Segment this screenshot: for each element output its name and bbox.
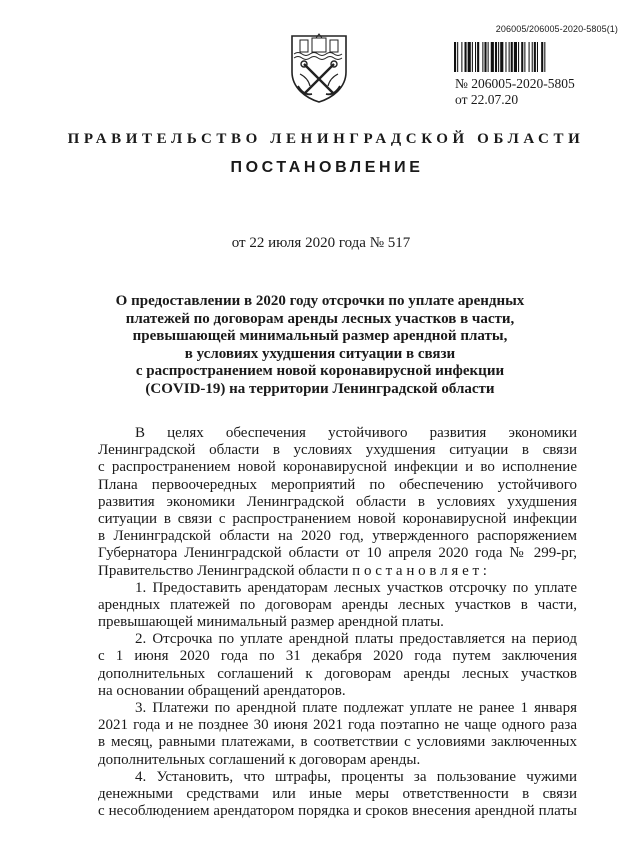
issuing-authority: ПРАВИТЕЛЬСТВО ЛЕНИНГРАДСКОЙ ОБЛАСТИ (67, 131, 585, 147)
title-line: с распространением новой коронавирусной инфекции (135, 363, 505, 380)
barcode-bar (488, 42, 489, 72)
registration-info (455, 76, 575, 108)
barcode-bar (500, 42, 503, 72)
body-line: Губернатора Ленинградской области от 10 апреля 2020 года № 299-рг, (98, 545, 577, 562)
body-line: денежными средствами или иные меры ответственности в связи (98, 785, 577, 802)
barcode-bar (537, 42, 538, 72)
barcode-bar (461, 42, 462, 72)
barcode-bar (472, 42, 473, 72)
barcode-icon (454, 42, 602, 72)
barcode-bar (498, 42, 499, 72)
title-line: (COVID-19) на территории Ленинградской области (145, 380, 495, 397)
body-line: 1. Предоставить арендаторам лесных участков отсрочку по уплате (135, 579, 577, 596)
registration-number: № 206005-2020-5805 (455, 76, 575, 91)
barcode-bar (491, 42, 494, 72)
body-line: развития экономики Ленинградской области в условиях ухудшения (98, 493, 577, 510)
body-line: Ленинградской области в условиях ухудшения ситуации в связи (98, 442, 577, 459)
title-line: платежей по договорам аренды лесных участков в части, (125, 310, 515, 327)
barcode-bar (532, 42, 533, 72)
body-line: 2021 года и не позднее 30 июня 2021 года поэтапно не чаще одного раза (98, 717, 577, 734)
body-line: 2. Отсрочка по уплате арендной платы предоставляется на период (135, 631, 577, 648)
document-top-code: 206005/206005-2020-5805(1) (495, 24, 618, 34)
coat-of-arms-icon (286, 32, 352, 104)
title-line: в условиях ухудшения ситуации в связи (184, 345, 456, 362)
barcode-bar (524, 42, 525, 72)
barcode-bar (495, 42, 497, 72)
barcode-bar (544, 42, 545, 72)
barcode-bar (465, 42, 467, 72)
body-line: дополнительных соглашений к договорам аренды лесных участков (98, 665, 577, 682)
barcode-bar (541, 42, 543, 72)
title-line: превышающей минимальный размер арендной платы, (132, 328, 508, 345)
barcode-bar (468, 42, 471, 72)
barcode-bar (509, 42, 510, 72)
body-line: с несоблюдением арендатором порядка и сроков внесения арендной платы (98, 803, 577, 820)
body-line: превышающей минимальный размер арендной платы. (98, 614, 444, 631)
body-line: в месяц, равными платежами, в соответствии с условиями заключенных (98, 734, 577, 751)
barcode-bar (477, 42, 479, 72)
registration-date: от 22.07.20 (455, 92, 519, 107)
barcode-bar (505, 42, 506, 72)
barcode-bar (534, 42, 536, 72)
body-line: на основании обращений арендаторов. (98, 682, 346, 699)
barcode-bar (482, 42, 483, 72)
body-line: ситуации в связи с распространением новой коронавирусной инфекции (98, 510, 577, 527)
barcode-bar (518, 42, 519, 72)
barcode-bar (529, 42, 530, 72)
document-type: ПОСТАНОВЛЕНИЕ (230, 159, 424, 176)
title-line: О предоставлении в 2020 году отсрочки по уплате арендных (115, 293, 525, 309)
body-line: с 1 июня 2020 года по 31 декабря 2020 года путем заключения (98, 648, 577, 665)
body-line: В целях обеспечения устойчивого развития экономики (135, 425, 577, 441)
body-line: в Ленинградской области на 2020 год, утвержденного распоряжением (98, 528, 577, 545)
body-line: Правительство Ленинградской области п о с т а н о в л я е т : (98, 562, 487, 579)
body-line: с распространением новой коронавирусной инфекции и во исполнение (98, 459, 577, 476)
barcode-bar (521, 42, 523, 72)
body-line: 3. Платежи по арендной плате подлежат уплате не ранее 1 января (135, 700, 577, 716)
body-line: дополнительных соглашений к договорам аренды. (98, 751, 421, 768)
document-body (98, 425, 577, 820)
barcode-bar (511, 42, 513, 72)
barcode-bar (454, 42, 456, 72)
body-line: арендных платежей по договорам аренды лесных участков в части, (98, 596, 577, 613)
body-line: Плана первоочередных мероприятий по обеспечению устойчивого (98, 476, 577, 493)
document-date-number: от 22 июля 2020 года № 517 (231, 235, 411, 251)
body-line: 4. Установить, что штрафы, проценты за пользование чужими (135, 768, 577, 785)
barcode-bar (475, 42, 476, 72)
barcode-bar (514, 42, 517, 72)
barcode-bar (484, 42, 486, 72)
document-title (0, 293, 640, 399)
barcode-bar (457, 42, 458, 72)
